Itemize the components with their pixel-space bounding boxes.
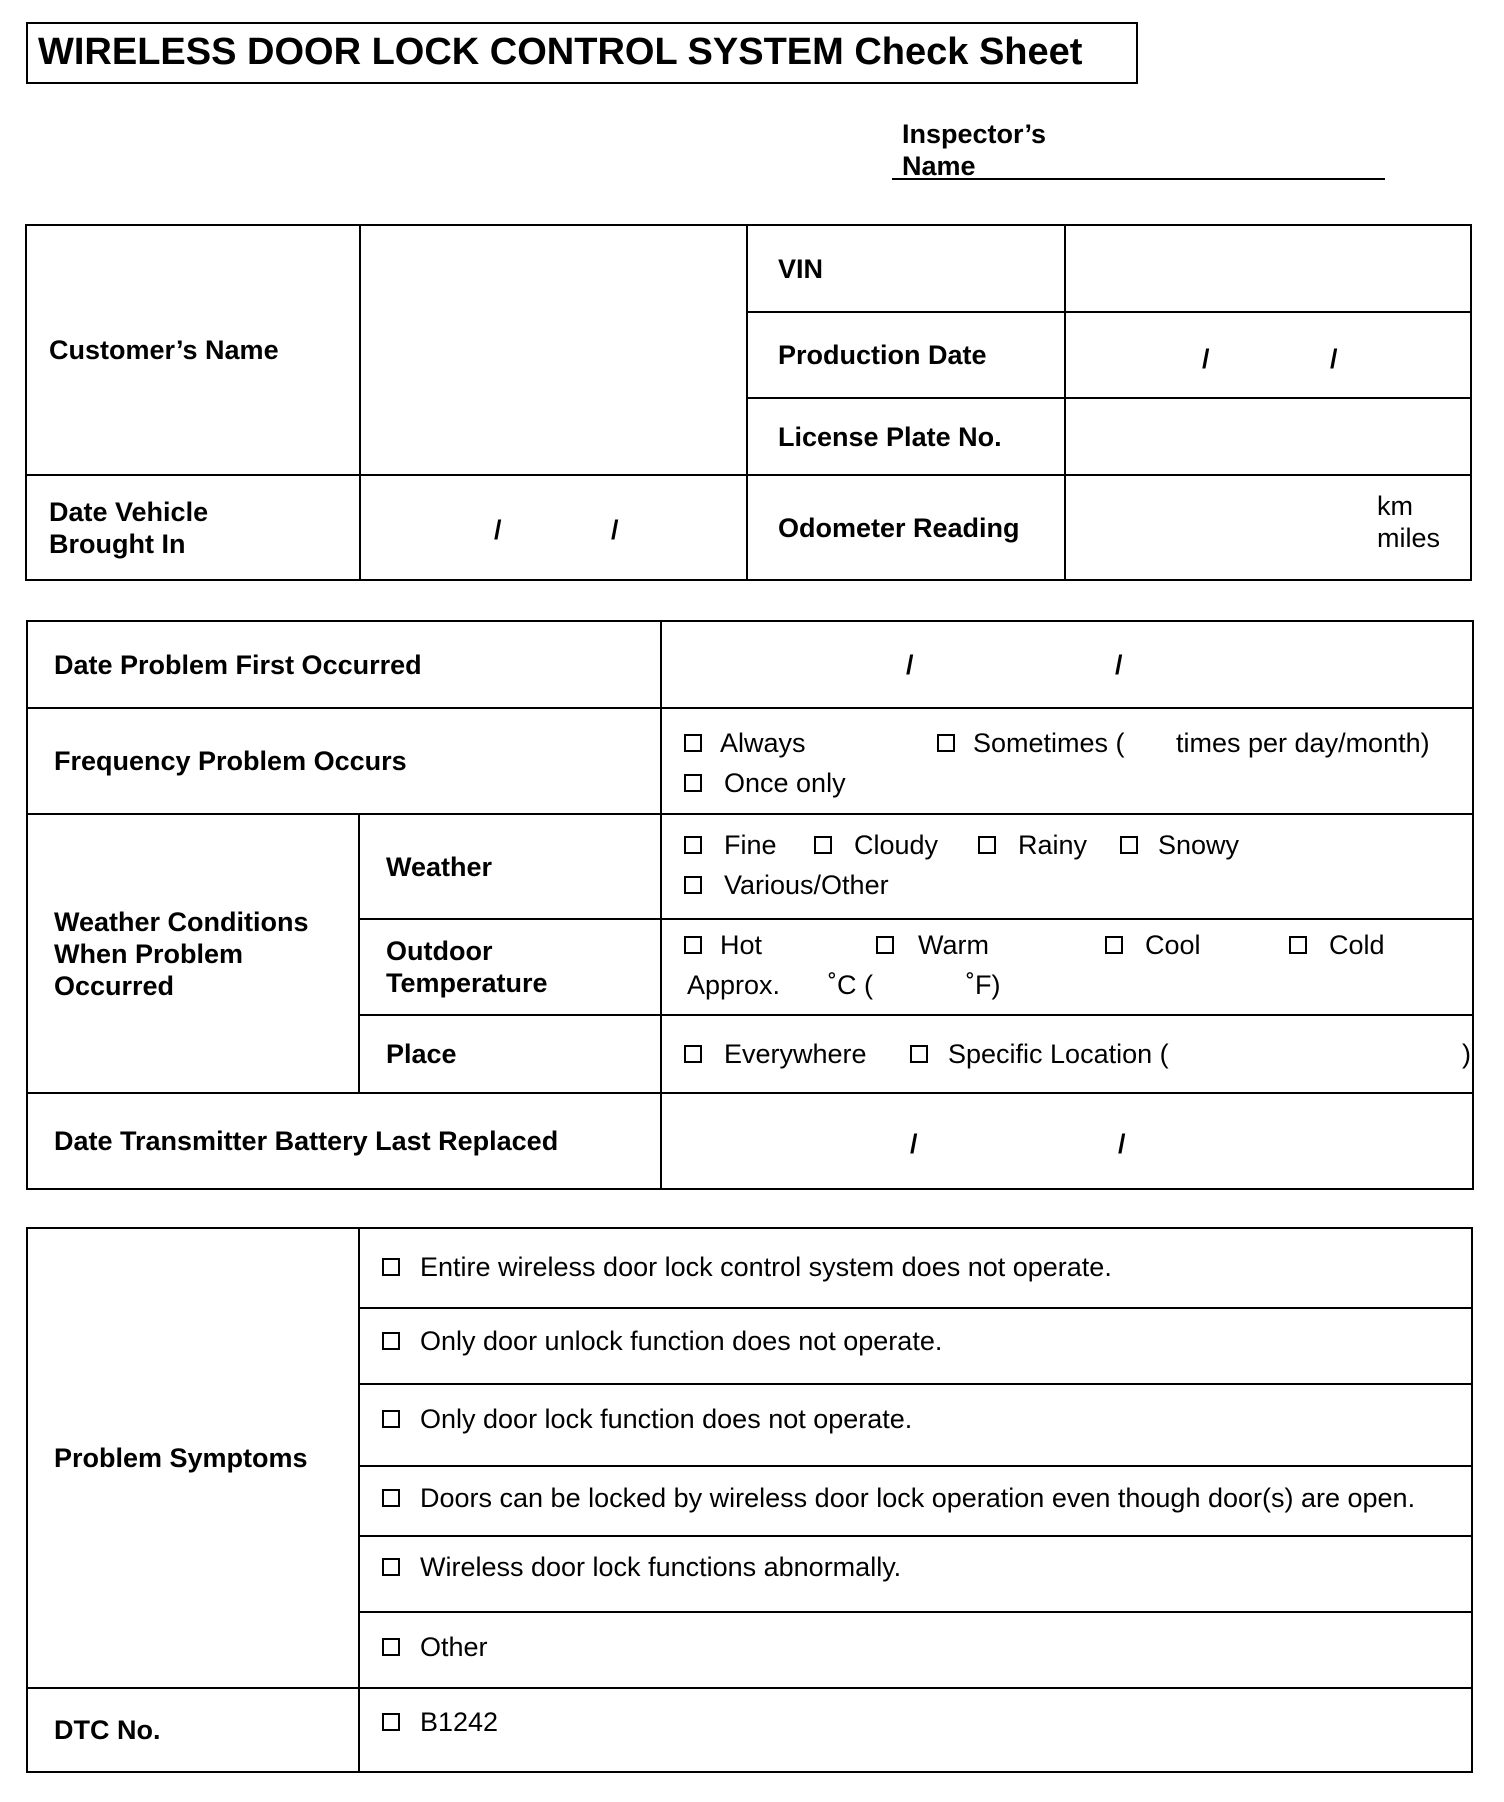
symptom-item[interactable]: Entire wireless door lock control system does not operate. <box>359 1228 1472 1308</box>
symptom-item[interactable]: Doors can be locked by wireless door lock operation even though door(s) are open. <box>359 1466 1472 1536</box>
checkbox[interactable] <box>684 836 702 854</box>
checkbox[interactable] <box>684 1045 702 1063</box>
checkbox[interactable] <box>382 1638 400 1656</box>
weather-options <box>661 814 1473 919</box>
dtc-option[interactable]: B1242 <box>359 1688 1472 1772</box>
odometer-label: Odometer Reading <box>747 475 1065 580</box>
checkbox[interactable] <box>684 936 702 954</box>
inspector-name-field[interactable] <box>892 178 1385 180</box>
weather-option-fine[interactable]: Fine <box>684 829 777 861</box>
checkbox[interactable] <box>382 1558 400 1576</box>
date-separator: / <box>494 515 502 545</box>
weather-option-cloudy[interactable]: Cloudy <box>814 829 938 861</box>
checkbox[interactable] <box>1289 936 1307 954</box>
checkbox[interactable] <box>684 876 702 894</box>
date-first-occurred-field[interactable] <box>661 621 1473 708</box>
date-first-occurred-label: Date Problem First Occurred <box>27 621 661 708</box>
conditions-table <box>26 620 1474 1190</box>
customer-name-field[interactable] <box>360 225 747 475</box>
checkbox[interactable] <box>684 734 702 752</box>
date-separator: / <box>1118 1129 1126 1159</box>
place-label: Place <box>359 1015 661 1093</box>
date-brought-in-label: Date Vehicle Brought In <box>26 475 360 580</box>
production-date-label: Production Date <box>747 312 1065 398</box>
temp-option-hot[interactable]: Hot <box>684 929 762 961</box>
vin-label: VIN <box>747 225 1065 312</box>
symptom-item[interactable]: Only door lock function does not operate. <box>359 1384 1472 1466</box>
weather-option-rainy[interactable]: Rainy <box>978 829 1087 861</box>
checkbox[interactable] <box>814 836 832 854</box>
temp-option-cold[interactable]: Cold <box>1289 929 1385 961</box>
checkbox[interactable] <box>684 774 702 792</box>
battery-replaced-field[interactable] <box>661 1093 1473 1189</box>
odometer-unit-km: km <box>1377 491 1413 521</box>
frequency-option-sometimes[interactable]: Sometimes ( <box>937 727 1125 759</box>
customer-name-label: Customer’s Name <box>26 225 360 475</box>
checkbox[interactable] <box>382 1332 400 1350</box>
odometer-field[interactable] <box>1065 475 1471 580</box>
weather-option-snowy[interactable]: Snowy <box>1120 829 1239 861</box>
outdoor-temperature-options <box>661 919 1473 1015</box>
place-specific-close: ) <box>1462 1039 1471 1069</box>
temp-celsius-label: ˚C ( <box>828 970 873 1000</box>
frequency-label: Frequency Problem Occurs <box>27 708 661 814</box>
temp-option-warm[interactable]: Warm <box>876 929 989 961</box>
temp-approx-label: Approx. <box>687 970 781 1000</box>
place-option-everywhere[interactable]: Everywhere <box>684 1038 867 1070</box>
weather-conditions-group-label: Weather Conditions When Problem Occurred <box>27 814 359 1093</box>
temp-option-cool[interactable]: Cool <box>1105 929 1201 961</box>
vin-field[interactable] <box>1065 225 1471 312</box>
date-separator: / <box>910 1129 918 1159</box>
outdoor-temperature-label: Outdoor Temperature <box>359 919 661 1015</box>
frequency-sometimes-suffix: times per day/month) <box>1176 728 1430 758</box>
checkbox[interactable] <box>876 936 894 954</box>
frequency-option-once-only[interactable]: Once only <box>684 767 846 799</box>
symptom-item[interactable]: Only door unlock function does not operate. <box>359 1308 1472 1384</box>
license-plate-label: License Plate No. <box>747 398 1065 475</box>
battery-replaced-label: Date Transmitter Battery Last Replaced <box>27 1093 661 1189</box>
checkbox[interactable] <box>1105 936 1123 954</box>
license-plate-field[interactable] <box>1065 398 1471 475</box>
checkbox[interactable] <box>382 1258 400 1276</box>
date-separator: / <box>1202 344 1210 374</box>
odometer-unit-miles: miles <box>1377 523 1441 553</box>
sheet-title: WIRELESS DOOR LOCK CONTROL SYSTEM Check Sheet <box>26 22 1138 84</box>
checkbox[interactable] <box>978 836 996 854</box>
checkbox[interactable] <box>382 1489 400 1507</box>
symptom-item[interactable]: Wireless door lock functions abnormally. <box>359 1536 1472 1612</box>
dtc-label: DTC No. <box>27 1688 359 1772</box>
weather-label: Weather <box>359 814 661 919</box>
checkbox[interactable] <box>910 1045 928 1063</box>
frequency-options <box>661 708 1473 814</box>
place-option-specific-location[interactable]: Specific Location ( <box>910 1038 1169 1070</box>
checkbox[interactable] <box>382 1410 400 1428</box>
date-separator: / <box>1115 650 1123 680</box>
date-separator: / <box>906 650 914 680</box>
checkbox[interactable] <box>382 1713 400 1731</box>
problem-symptoms-label: Problem Symptoms <box>27 1228 359 1688</box>
symptoms-table <box>26 1227 1473 1773</box>
frequency-option-always[interactable]: Always <box>684 727 806 759</box>
symptom-item[interactable]: Other <box>359 1612 1472 1688</box>
temp-fahrenheit-label: ˚F) <box>966 970 1001 1000</box>
checkbox[interactable] <box>1120 836 1138 854</box>
inspector-name-label: Inspector’s Name <box>902 119 1047 181</box>
date-separator: / <box>611 515 619 545</box>
date-brought-in-field[interactable] <box>360 475 747 580</box>
date-separator: / <box>1330 344 1338 374</box>
weather-option-various-other[interactable]: Various/Other <box>684 869 889 901</box>
checkbox[interactable] <box>937 734 955 752</box>
production-date-field[interactable] <box>1065 312 1471 398</box>
vehicle-info-table <box>25 224 1472 581</box>
place-options <box>661 1015 1473 1093</box>
